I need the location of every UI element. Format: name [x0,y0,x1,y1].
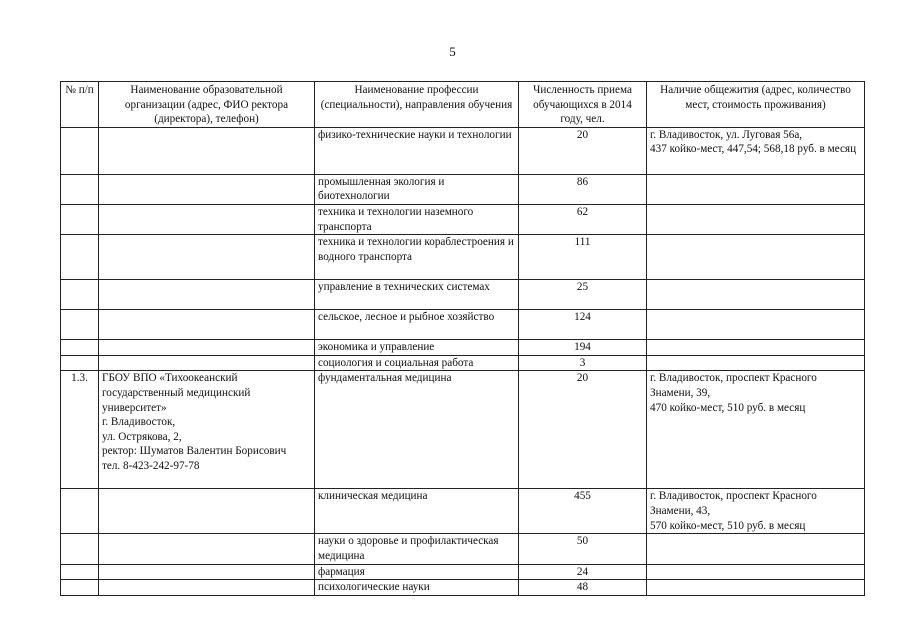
dormitory-cell [647,580,865,596]
enrollment-count-cell: 50 [519,534,647,564]
profession-cell: физико-технические науки и технологии [315,127,519,174]
organization-cell [99,204,315,234]
dormitory-cell [647,310,865,340]
header-organization: Наименование образовательной организации (адрес, ФИО ректора (директора), телефон) [99,82,315,128]
dormitory-cell [647,174,865,204]
row-number [61,580,99,596]
table-row [61,174,865,204]
table-row [61,355,865,371]
profession-cell: техника и технологии наземного транспорта [315,204,519,234]
table-row [61,340,865,356]
profession-cell: промышленная экология и биотехнологии [315,174,519,204]
dormitory-cell [647,280,865,310]
header-profession: Наименование профессии (специальности), направления обучения [315,82,519,128]
dormitory-cell: г. Владивосток, проспект Красного Знамени, 43, 570 койко-мест, 510 руб. в месяц [647,489,865,534]
header-number: № п/п [61,82,99,128]
table-row [61,280,865,310]
profession-cell: сельское, лесное и рыбное хозяйство [315,310,519,340]
dormitory-cell: г. Владивосток, проспект Красного Знамени, 39, 470 койко-мест, 510 руб. в месяц [647,371,865,489]
dormitory-cell [647,355,865,371]
row-number [61,280,99,310]
table-row [61,564,865,580]
enrollment-count-cell: 20 [519,127,647,174]
profession-cell: фармация [315,564,519,580]
table-row [61,235,865,280]
table-header-row [61,82,865,128]
organization-cell [99,564,315,580]
enrollment-count-cell: 25 [519,280,647,310]
enrollment-count-cell: 48 [519,580,647,596]
enrollment-table [60,81,865,596]
table-row [61,310,865,340]
table-row [61,127,865,174]
profession-cell: управление в технических системах [315,280,519,310]
dormitory-cell [647,340,865,356]
enrollment-count-cell: 86 [519,174,647,204]
dormitory-cell [647,564,865,580]
enrollment-count-cell: 124 [519,310,647,340]
organization-cell [99,280,315,310]
row-number [61,174,99,204]
table-row [61,534,865,564]
table-row [61,489,865,534]
row-number [61,310,99,340]
row-number [61,235,99,280]
enrollment-count-cell: 62 [519,204,647,234]
profession-cell: клиническая медицина [315,489,519,534]
row-number [61,204,99,234]
enrollment-count-cell: 194 [519,340,647,356]
row-number [61,340,99,356]
organization-cell [99,340,315,356]
profession-cell: социология и социальная работа [315,355,519,371]
row-number [61,127,99,174]
organization-cell [99,235,315,280]
profession-cell: фундаментальная медицина [315,371,519,489]
profession-cell: психологические науки [315,580,519,596]
header-enrollment-count: Численность приема обучающихся в 2014 году, чел. [519,82,647,128]
enrollment-count-cell: 24 [519,564,647,580]
header-dormitory: Наличие общежития (адрес, количество мест, стоимость проживания) [647,82,865,128]
organization-cell [99,580,315,596]
organization-cell [99,174,315,204]
page-number: 5 [449,44,456,59]
row-number: 1.3. [61,371,99,489]
row-number [61,534,99,564]
organization-cell [99,310,315,340]
row-number [61,489,99,534]
organization-cell [99,127,315,174]
row-number [61,355,99,371]
organization-cell [99,534,315,564]
profession-cell: экономика и управление [315,340,519,356]
row-number [61,564,99,580]
enrollment-count-cell: 455 [519,489,647,534]
table-row [61,204,865,234]
enrollment-count-cell: 111 [519,235,647,280]
profession-cell: науки о здоровье и профилактическая медицина [315,534,519,564]
dormitory-cell: г. Владивосток, ул. Луговая 56а, 437 койко-мест, 447,54; 568,18 руб. в месяц [647,127,865,174]
profession-cell: техника и технологии кораблестроения и водного транспорта [315,235,519,280]
dormitory-cell [647,534,865,564]
table-row [61,371,865,489]
table-row [61,580,865,596]
dormitory-cell [647,235,865,280]
organization-cell: ГБОУ ВПО «Тихоокеанский государственный медицинский университет» г. Владивосток, ул. Острякова, 2, ректор: Шуматов Валентин Борисович тел. 8-423-242-97-78 [99,371,315,489]
enrollment-count-cell: 20 [519,371,647,489]
enrollment-count-cell: 3 [519,355,647,371]
organization-cell [99,489,315,534]
dormitory-cell [647,204,865,234]
organization-cell [99,355,315,371]
